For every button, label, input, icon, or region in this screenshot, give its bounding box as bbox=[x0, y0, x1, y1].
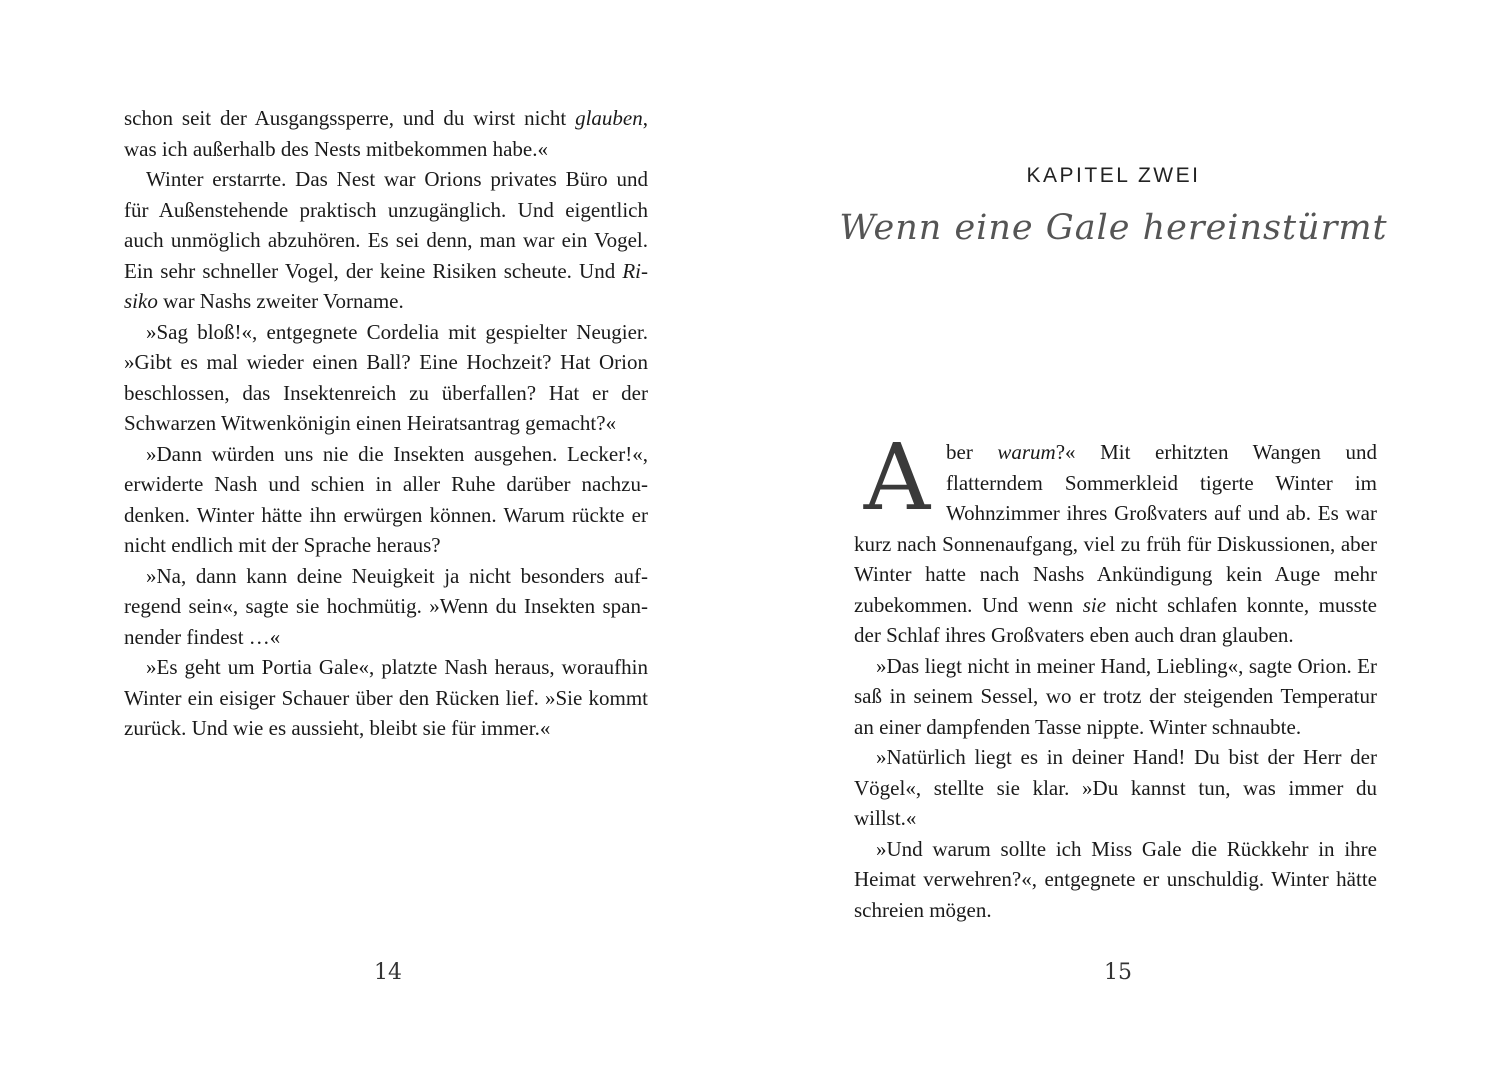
paragraph: schon seit der Ausgangssperre, und du wirst nicht glauben, was ich außerhalb des Nests mitbekommen habe.« bbox=[124, 106, 648, 161]
emphasis: sie bbox=[1082, 592, 1107, 617]
chapter-title: Wenn eine Gale hereinstürmt bbox=[839, 208, 1388, 248]
drop-cap: A bbox=[863, 424, 931, 531]
paragraph: »Es geht um Portia Gale«, platzte Nash heraus, woraufhin Winter ein eisiger Schauer über den Rücken lief. »Sie kommt zurück. Und wie es aussieht, bleibt sie für immer.« bbox=[124, 655, 648, 740]
emphasis: warum bbox=[997, 440, 1056, 464]
emphasis: Risiko bbox=[124, 258, 648, 313]
paragraph: »Natürlich liegt es in deiner Hand! Du bist der Herr der Vögel«, stellte sie klar. »Du kannst tun, was immer du willst.« bbox=[854, 745, 1377, 830]
paragraph-text: ber warum?« Mit erhitzten Wangen und flatterndem Sommerkleid tigerte Winter im Wohnzimmer ihres Großvaters auf und ab. Es war kurz nach Sonnenaufgang, viel zu früh für Diskussionen, aber Winter hatte nach Nashs Ankündigung kein Auge mehr zubekommen. Und wenn sie nicht schlafen konnte, musste der Schlaf ihres Großvaters eben auch dran glauben. bbox=[854, 440, 1377, 647]
right-page bbox=[750, 0, 1500, 1086]
paragraph: »Na, dann kann deine Neuigkeit ja nicht besonders aufregend sein«, sagte sie hochmütig. »Wenn du Insekten spannender findest …« bbox=[124, 563, 648, 649]
left-page-body bbox=[124, 103, 648, 744]
paragraph: »Das liegt nicht in meiner Hand, Liebling«, sagte Orion. Er saß in seinem Sessel, wo er trotz der steigenden Temperatur an einer dampfenden Tasse nippte. Winter schnaubte. bbox=[854, 653, 1377, 739]
paragraph bbox=[854, 424, 1377, 651]
right-page-body bbox=[854, 424, 1377, 925]
paragraph: »Dann würden uns nie die Insekten ausgehen. Lecker!«, erwiderte Nash und schien in aller Ruhe darüber nachzudenken. Winter hätte ihn erwürgen können. Warum rückte er nicht endlich mit der Sprache heraus? bbox=[124, 441, 648, 557]
page-number: 14 bbox=[374, 960, 402, 985]
emphasis: glauben bbox=[575, 106, 643, 130]
chapter-label: KAPITEL ZWEI bbox=[1026, 164, 1201, 187]
paragraph: »Und warum sollte ich Miss Gale die Rückkehr in ihre Heimat verwehren?«, entgegnete er unschuldig. Winter hätte schreien mögen. bbox=[854, 836, 1377, 922]
paragraph: »Sag bloß!«, entgegnete Cordelia mit gespielter Neugier. »Gibt es mal wieder einen Ball? Eine Hochzeit? Hat Orion beschlossen, das Insektenreich zu überfallen? Hat er der Schwarzen Witwenkönigin einen Heiratsantrag gemacht?« bbox=[124, 319, 648, 435]
paragraph: Winter erstarrte. Das Nest war Orions privates Büro und für Außenstehende praktisch unzugänglich. Und eigentlich auch unmöglich abzuhören. Es sei denn, man war ein Vogel. Ein sehr schneller Vogel, der keine Risiken scheute. Und Risiko war Nashs zweiter Vorname. bbox=[124, 167, 648, 313]
page-number: 15 bbox=[1104, 960, 1132, 985]
